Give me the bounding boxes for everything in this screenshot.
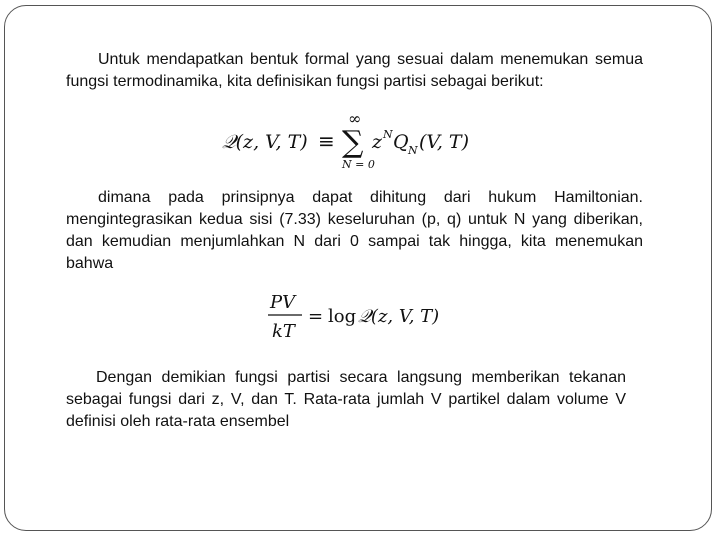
- eq1-sum-lower: N = 0: [342, 158, 375, 171]
- eq2-rhs: 𝒬(z, V, T): [358, 306, 440, 327]
- eq1-term-q-sub: N: [408, 144, 418, 157]
- paragraph-conclusion: Dengan demikian fungsi partisi secara langsung memberikan tekanan sebagai fungsi dari z, V, dan T. Rata-rata jumlah V partikel dalam volume V definisi oleh rata-rata ensembel: [66, 369, 626, 430]
- eq1-term-q: Q: [393, 131, 409, 153]
- eq2-numerator: PV: [270, 292, 296, 313]
- eq2-log: log: [328, 306, 357, 327]
- eq1-lhs: 𝒬(z, V, T): [222, 131, 308, 153]
- eq1-term-args: (V, T): [419, 131, 469, 153]
- eq1-relation: ≡: [318, 129, 335, 153]
- eq1-term-base: z: [372, 131, 383, 153]
- equation-pressure: [268, 290, 468, 346]
- eq2-denominator: kT: [272, 321, 295, 342]
- paragraph-intro: Untuk mendapatkan bentuk formal yang sesuai dalam menemukan semua fungsi termodinamika, kita definisikan fungsi partisi sebagai berikut:: [66, 51, 643, 90]
- paragraph-explanation: dimana pada prinsipnya dapat dihitung dari hukum Hamiltonian. mengintegrasikan kedua sisi (7.33) keseluruhan (p, q) untuk N yang diberikan, dan kemudian menjumlahkan N dari 0 sampai tak hingga, kita menemukan bahwa: [66, 189, 643, 272]
- eq1-sum-symbol: ∑: [342, 125, 364, 160]
- equation-grand-partition-function: [222, 110, 492, 170]
- eq2-relation: =: [308, 306, 324, 327]
- eq1-sum-upper: ∞: [348, 109, 362, 128]
- eq1-term-exp: N: [383, 128, 393, 141]
